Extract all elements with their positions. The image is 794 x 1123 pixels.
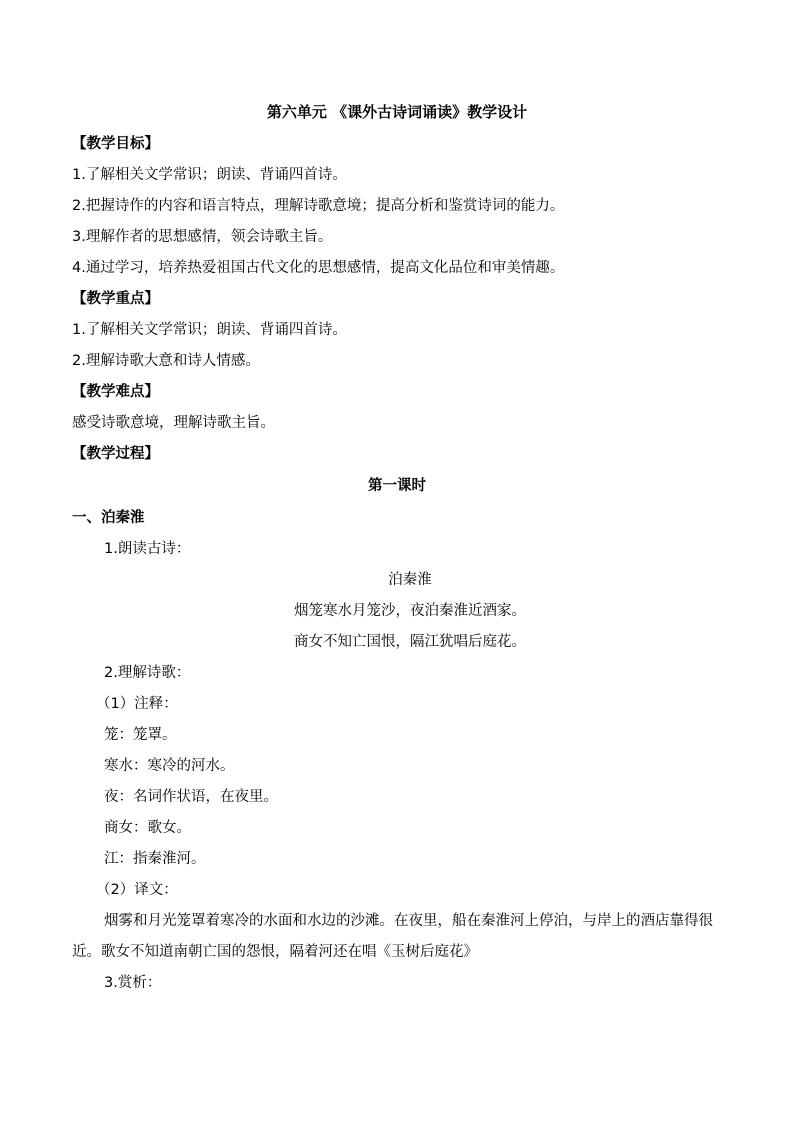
objective-item-3: 3.理解作者的思想感情，领会诗歌主旨。 bbox=[72, 229, 333, 245]
note-item-1: 笼：笼罩。 bbox=[104, 727, 177, 743]
note-item-3: 夜：名词作状语，在夜里。 bbox=[104, 789, 278, 805]
objective-item-4: 4.通过学习，培养热爱祖国古代文化的思想感情，提高文化品位和审美情趣。 bbox=[72, 260, 565, 276]
section-heading: 一、泊秦淮 bbox=[72, 510, 145, 526]
difficulty-heading: 【教学难点】 bbox=[72, 384, 159, 400]
lesson-title: 第一课时 bbox=[368, 478, 426, 494]
focus-item-2: 2.理解诗歌大意和诗人情感。 bbox=[72, 353, 260, 369]
notes-label: （1）注释： bbox=[96, 696, 178, 712]
step-understand: 2.理解诗歌： bbox=[104, 665, 191, 681]
objective-item-1: 1.了解相关文学常识；朗读、背诵四首诗。 bbox=[72, 167, 347, 183]
poem-line-1: 烟笼寒水月笼沙，夜泊秦淮近酒家。 bbox=[294, 603, 526, 619]
objectives-heading: 【教学目标】 bbox=[72, 136, 159, 152]
process-heading: 【教学过程】 bbox=[72, 446, 159, 462]
difficulty-text: 感受诗歌意境，理解诗歌主旨。 bbox=[72, 415, 275, 431]
note-item-5: 江：指秦淮河。 bbox=[104, 851, 206, 867]
step-appreciation: 3.赏析： bbox=[104, 975, 162, 991]
translation-label: （2）译文： bbox=[96, 882, 178, 898]
note-item-2: 寒水：寒冷的河水。 bbox=[104, 758, 235, 774]
focus-item-1: 1.了解相关文学常识；朗读、背诵四首诗。 bbox=[72, 322, 347, 338]
focus-heading: 【教学重点】 bbox=[72, 291, 159, 307]
translation-text: 烟雾和月光笼罩着寒冷的水面和水边的沙滩。在夜里，船在秦淮河上停泊，与岸上的酒店靠得很近。歌女不知道南朝亡国的怨恨，隔着河还在唱《玉树后庭花》 bbox=[72, 913, 713, 960]
document-title: 第六单元 《课外古诗词诵读》教学设计 bbox=[266, 103, 528, 121]
poem-title: 泊秦淮 bbox=[388, 572, 432, 588]
step-read-aloud: 1.朗读古诗： bbox=[104, 541, 191, 557]
poem-line-2: 商女不知亡国恨，隔江犹唱后庭花。 bbox=[294, 634, 526, 650]
objective-item-2: 2.把握诗作的内容和语言特点，理解诗歌意境；提高分析和鉴赏诗词的能力。 bbox=[72, 198, 565, 214]
note-item-4: 商女：歌女。 bbox=[104, 820, 191, 836]
